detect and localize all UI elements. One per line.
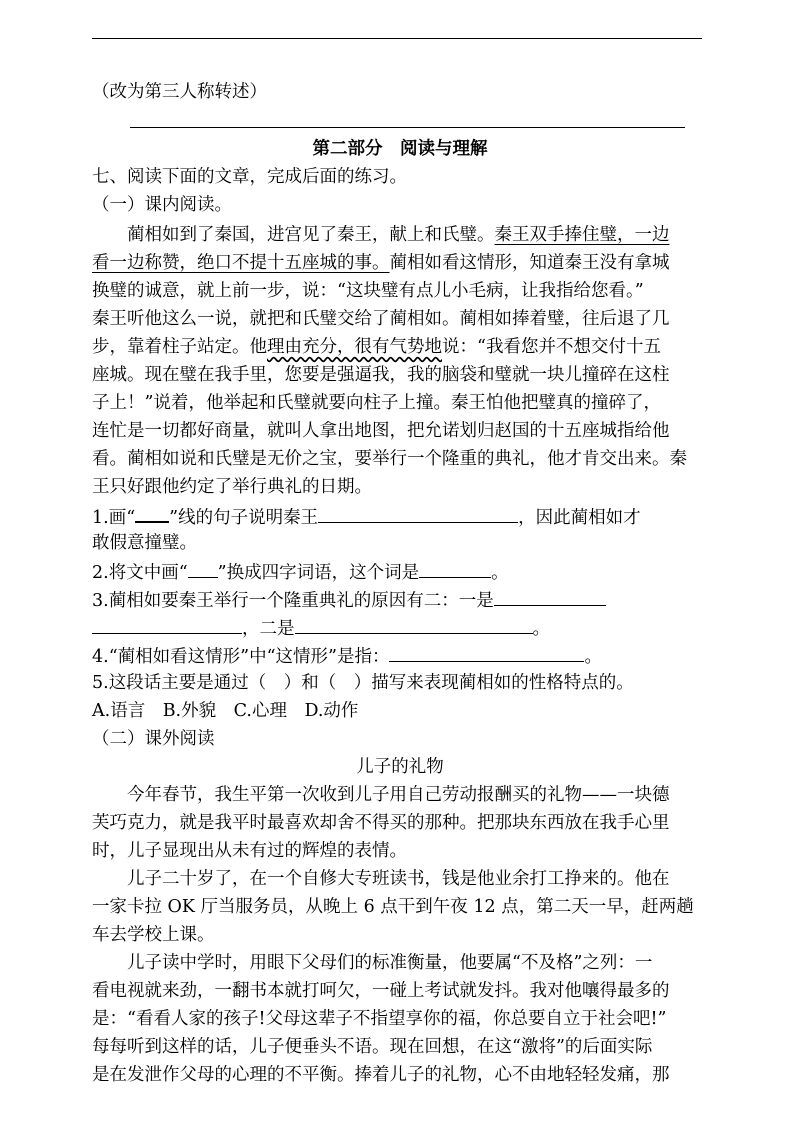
question-3-cont bbox=[92, 615, 708, 641]
answer-blank[interactable] bbox=[92, 615, 242, 634]
text: ，因此蔺相如才 bbox=[518, 508, 641, 528]
underline-sample bbox=[188, 559, 218, 578]
answer-blank[interactable] bbox=[389, 643, 584, 662]
passage1-line: 座城。现在璧在我手里，您要是强逼我，我的脑袋和璧就一块儿撞碎在这柱 bbox=[92, 365, 670, 385]
story-line: 时，儿子显现出从未有过的辉煌的表情。 bbox=[92, 841, 407, 861]
passage1-line bbox=[92, 251, 708, 275]
passage1-line: 连忙是一切都好商量，就叫人拿出地图，把允诺划归赵国的十五座城指给他 bbox=[92, 421, 670, 441]
answer-blank[interactable] bbox=[494, 587, 606, 606]
story-title: 儿子的礼物 bbox=[356, 757, 444, 777]
underlined-sentence: 秦王双手捧住璧，一边 bbox=[494, 225, 670, 245]
question-5-options: A.语言 B.外貌 C.心理 D.动作 bbox=[92, 701, 359, 721]
text: 1.画“ bbox=[92, 508, 136, 528]
part1-label: （一）课内阅读。 bbox=[92, 195, 232, 215]
question-1-cont: 敢假意撞璧。 bbox=[92, 533, 197, 553]
underlined-sentence: 看一边称赞，绝口不提十五座城的事。 bbox=[92, 253, 390, 273]
text: 3.蔺相如要秦王举行一个隆重典礼的原因有二：一是 bbox=[92, 591, 494, 611]
question-2 bbox=[92, 559, 708, 585]
text: 蔺相如到了秦国，进宫见了秦王，献上和氏璧。 bbox=[127, 225, 495, 245]
part2-label: （二）课外阅读 bbox=[92, 729, 215, 749]
story-line: 儿子二十岁了，在一个自修大专班读书，钱是他业余打工挣来的。他在 bbox=[127, 869, 670, 889]
passage1-line bbox=[92, 223, 708, 247]
passage1-line: 换璧的诚意，就上前一步，说：“这块璧有点儿小毛病，让我指给您看。” bbox=[92, 281, 644, 301]
story-line: 一家卡拉 OK 厅当服务员，从晚上 6 点干到午夜 12 点，第二天一早，赶两趟 bbox=[92, 897, 694, 917]
answer-blank[interactable] bbox=[419, 559, 491, 578]
question-4 bbox=[92, 643, 708, 669]
question-1 bbox=[92, 503, 708, 530]
top-rule bbox=[92, 38, 702, 39]
answer-rule bbox=[130, 127, 685, 128]
underline-sample bbox=[135, 503, 169, 523]
text: 。 bbox=[491, 563, 509, 583]
story-line: 是：“看看人家的孩子!父母这辈子不指望享你的福，你总要自立于社会吧!” bbox=[92, 1009, 667, 1029]
story-line: 芙巧克力，就是我平时最喜欢却舍不得买的那种。把那块东西放在我手心里 bbox=[92, 813, 670, 833]
text: ”线的句子说明秦王 bbox=[169, 508, 319, 528]
text: 2.将文中画“ bbox=[92, 563, 188, 583]
question-5: 5.这段话主要是通过（ ）和（ ）描写来表现蔺相如的性格特点的。 bbox=[92, 673, 634, 693]
question-3 bbox=[92, 587, 708, 613]
text: 。 bbox=[532, 619, 550, 639]
story-line: 车去学校上课。 bbox=[92, 925, 215, 945]
text: 。 bbox=[584, 647, 602, 667]
passage1-line: 王只好跟他约定了举行典礼的日期。 bbox=[92, 477, 372, 497]
passage1-line bbox=[92, 335, 708, 359]
story-line: 每每听到这样的话，儿子便垂头不语。现在回想，在这“激将”的后面实际 bbox=[92, 1037, 653, 1057]
text: 4.“蔺相如看这情形”中“这情形”是指： bbox=[92, 647, 390, 667]
passage1-line: 子上！”说着，他举起和氏璧就要向柱子上撞。秦王怕他把璧真的撞碎了， bbox=[92, 393, 661, 413]
text: 步，靠着柱子站定。他 bbox=[92, 337, 267, 357]
passage1-line: 秦王听他这么一说，就把和氏璧交给了蔺相如。蔺相如捧着璧，往后退了几 bbox=[92, 309, 670, 329]
text: 说：“我看您并不想交付十五 bbox=[442, 337, 661, 357]
section-title: 第二部分 阅读与理解 bbox=[312, 139, 488, 159]
wavy-underlined-phrase: 理由充分，很有气势地 bbox=[267, 337, 442, 357]
text: ，二是 bbox=[242, 619, 295, 639]
story-line: 是在发泄作父母的心理的不平衡。捧着儿子的礼物，心不由地轻轻发痛，那 bbox=[92, 1065, 670, 1085]
top-hint: （改为第三人称转述） bbox=[92, 82, 267, 102]
story-line: 看电视就来劲，一翻书本就打呵欠，一碰上考试就发抖。我对他嚷得最多的 bbox=[92, 981, 670, 1001]
answer-blank[interactable] bbox=[318, 504, 518, 523]
story-line: 儿子读中学时，用眼下父母们的标准衡量，他要属“不及格”之列：一 bbox=[127, 953, 653, 973]
question-7: 七、阅读下面的文章，完成后面的练习。 bbox=[92, 167, 407, 187]
text: 蔺相如看这情形，知道秦王没有拿城 bbox=[389, 253, 670, 273]
text: ”换成四字词语，这个词是 bbox=[217, 563, 420, 583]
story-line: 今年春节，我生平第一次收到儿子用自己劳动报酬买的礼物——一块德 bbox=[127, 785, 670, 805]
answer-blank[interactable] bbox=[295, 615, 533, 634]
passage1-line: 看。蔺相如说和氏璧是无价之宝，要举行一个隆重的典礼，他才肯交出来。秦 bbox=[92, 449, 687, 469]
